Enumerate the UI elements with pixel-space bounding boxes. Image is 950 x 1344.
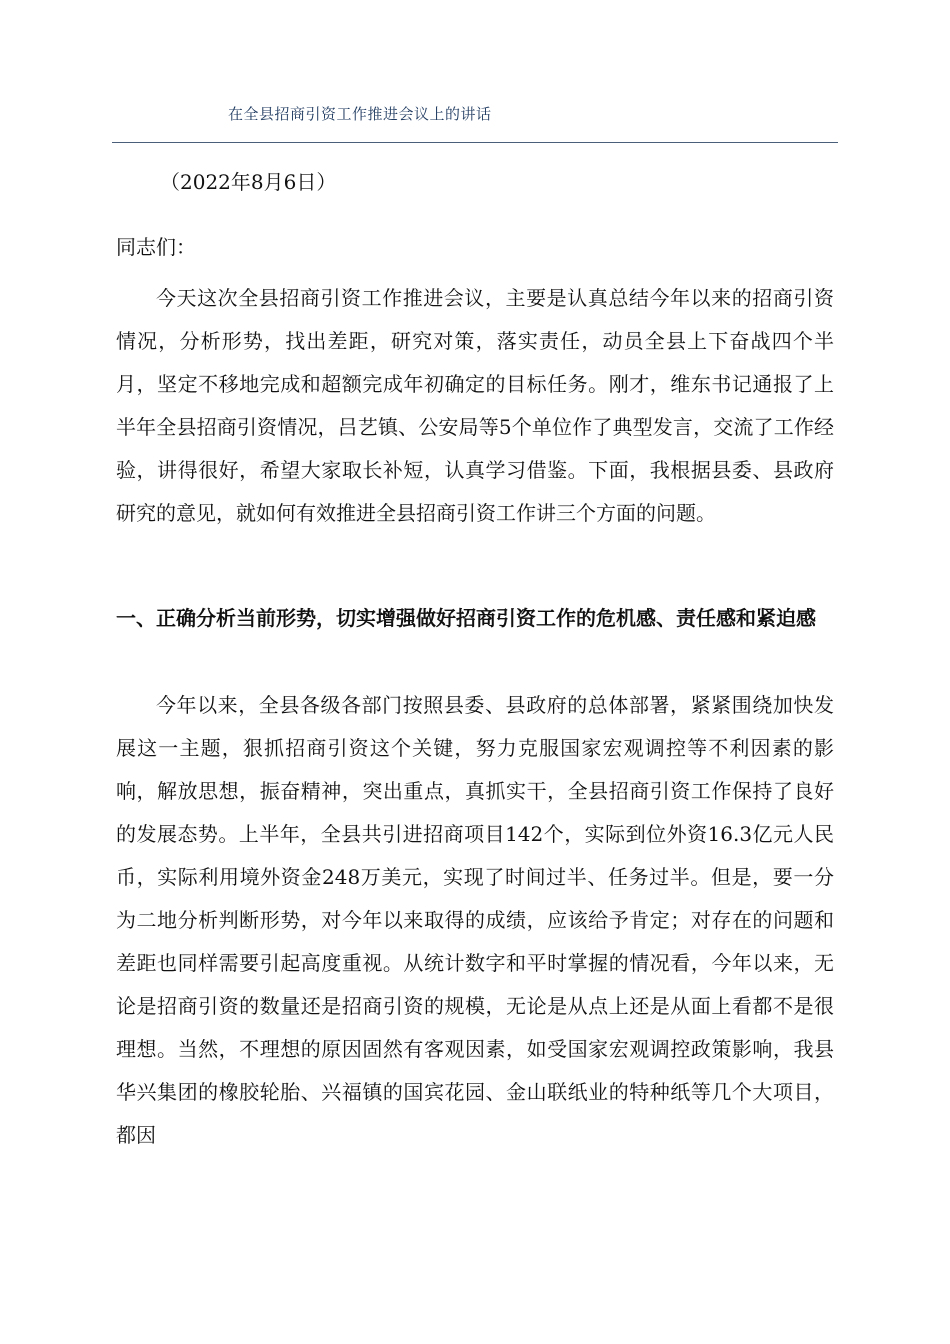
header-divider	[112, 142, 838, 143]
salutation: 同志们：	[116, 235, 196, 259]
section-heading: 一、正确分析当前形势，切实增强做好招商引资工作的危机感、责任感和紧迫感	[116, 606, 816, 630]
body-paragraph: 今年以来，全县各级各部门按照县委、县政府的总体部署，紧紧围绕加快发展这一主题，狠抓招商引资这个关键，努力克服国家宏观调控等不利因素的影响，解放思想，振奋精神，突出重点，真抓实干，全县招商引资工作保持了良好的发展态势。上半年，全县共引进招商项目142个，实际到位外资16.3亿元人民币，实际利用境外资金248万美元，实现了时间过半、任务过半。但是，要一分为二地分析判断形势，对今年以来取得的成绩，应该给予肯定；对存在的问题和差距也同样需要引起高度重视。从统计数字和平时掌握的情况看，今年以来，无论是招商引资的数量还是招商引资的规模，无论是从点上还是从面上看都不是很理想。当然，不理想的原因固然有客观因素，如受国家宏观调控政策影响，我县华兴集团的橡胶轮胎、兴福镇的国宾花园、金山联纸业的特种纸等几个大项目，都因	[116, 693, 834, 1147]
running-header-title: 在全县招商引资工作推进会议上的讲话	[228, 105, 492, 123]
speech-date: （2022年8月6日）	[160, 170, 337, 194]
body-paragraph: 今天这次全县招商引资工作推进会议，主要是认真总结今年以来的招商引资情况，分析形势，找出差距，研究对策，落实责任，动员全县上下奋战四个半月，坚定不移地完成和超额完成年初确定的目标任务。刚才，维东书记通报了上半年全县招商引资情况，吕艺镇、公安局等5个单位作了典型发言，交流了工作经验，讲得很好，希望大家取长补短，认真学习借鉴。下面，我根据县委、县政府研究的意见，就如何有效推进全县招商引资工作讲三个方面的问题。	[116, 286, 834, 525]
